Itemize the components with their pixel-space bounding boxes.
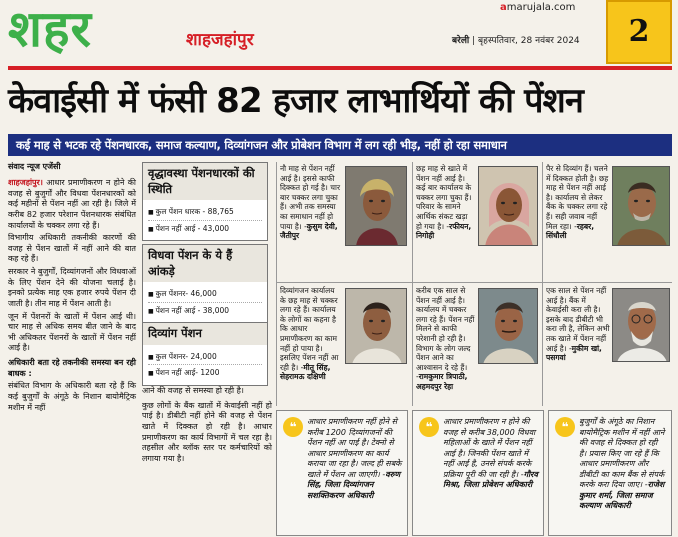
man-portrait-icon <box>613 167 670 246</box>
info-item: ■ पेंशन नहीं आई- 1200 <box>148 365 262 381</box>
sub-headline: कई माह से भटक रहे पेंशनधारक, समाज कल्याण, दिव्यांगजन और प्रोबेशन विभाग में लग रही भीड़, नहीं हो रहा समाधान <box>8 134 672 156</box>
info-box-old-age <box>142 162 268 241</box>
info-item: ■ कुल पेंशनर- 24,000 <box>148 349 262 366</box>
info-item: ■ कुल पेंशनर- 46,000 <box>148 286 262 303</box>
quote-icon: ❝ <box>555 417 575 437</box>
info-box-heading: विधवा पेंशन के ये हैं आंकड़े <box>143 245 267 282</box>
quote-icon: ❝ <box>283 417 303 437</box>
portrait-photo <box>612 288 670 362</box>
left-column-text <box>8 178 136 415</box>
masthead-divider <box>8 66 672 70</box>
testimonial-text: एक साल से पेंशन नहीं आई है। बैंक में केवाईसी करा ली है। इसके बाद डीबीटी भी करा ली है, लेकिन अभी तक खाते में पेंशन नहीं आई है। -मुकीम खां, पसगवां <box>546 286 610 363</box>
official-quote: ❝ आधार प्रमाणीकरण न होने की वजह से करीब 38,000 विधवा महिलाओं के खाते में पेंशन नहीं आई है। जिनकी पेंशन खाते में नहीं आई है, उनसे संपर्क करके प्रक्रिया पूरी की जा रही है। -गौरव मिश्रा, जिला प्रोबेशन अधिकारी <box>412 410 544 536</box>
info-box-widow <box>142 244 268 323</box>
paragraph: सरकार ने बुजुर्गों, दिव्यांगजनों और विधवाओं के लिए पेंशन देने की योजना चलाई है। इनको प्रत्येक माह एक हजार रुपये पेंशन दी जाती है। तीन माह में पेंशन आती है। <box>8 267 136 308</box>
grid-divider <box>276 162 277 406</box>
paragraph: शाहजहांपुर। आधार प्रमाणीकरण न होने की वजह से बुजुर्गों और विधवा पेंशनधारकों को कई महीनों से पेंशन नहीं आ रही है। जिले में करीब 82 हजार परेशान पेंशनधारक संबंधित कार्यालयों के चक्कर लगा रहे हैं। <box>8 178 136 230</box>
info-box-heading: दिव्यांग पेंशन <box>143 323 267 345</box>
middle-column-text <box>142 386 272 468</box>
testimonial-text: करीब एक साल से पेंशन नहीं आई है। कार्यालय में चक्कर लगा रहे हैं। पेंशन नहीं मिलने से काफी परेशानी हो रही है। विभाग के लोग जल्द पेंशन आने का आश्वासन दे रहे हैं। -रामकुमार त्रिपाठी, अहमदपुर रेहा <box>416 286 475 391</box>
issue-date <box>452 36 580 48</box>
testimonial-text: पैर से दिव्यांग हैं। चलने में दिक्कत होती है। छह माह से पेंशन नहीं आई है। कार्यालय से लेकर बैंक के चक्कर लगा रहे हैं। सही जवाब नहीं मिल रहा। -रहबर, सिंधौली <box>546 164 609 241</box>
portrait-photo <box>612 166 670 246</box>
page-number: 2 <box>606 0 672 64</box>
official-quote: ❝ आधार प्रमाणीकरण नहीं होने से करीब 1200 दिव्यांगजनों की पेंशन नहीं आ पाई है। टेक्नो से आधार प्रमाणीकरण का कार्य कराया जा रहा है। जल्द ही सबके खाते में पेंशन आ जाएगी। -वरुण सिंह, जिला दिव्यांगजन सशक्तिकरण अधिकारी <box>276 410 408 536</box>
grid-divider <box>276 282 672 283</box>
quote-icon: ❝ <box>419 417 439 437</box>
info-box-heading: वृद्धावस्था पेंशनधारकों की स्थिति <box>143 163 267 200</box>
brand-suffix: marujala.com <box>506 2 576 13</box>
portrait-photo <box>478 288 538 364</box>
man-portrait-icon <box>613 289 670 362</box>
info-box-disabled <box>142 322 268 386</box>
portrait-photo <box>345 288 407 364</box>
paragraph: कुछ लोगों के बैंक खातों में केवाईसी नहीं हो पाई है। डीबीटी नहीं होने की वजह से पेंशन खाते में दिक्कत हो रही है। आधार प्रमाणीकरण का कार्य विभागों में चल रहा है। तहसील और ब्लॉक स्तर पर कर्मचारियों को लगाया गया है। <box>142 400 272 463</box>
brand-prefix: a <box>500 2 507 13</box>
man-portrait-icon <box>479 289 538 364</box>
grid-divider <box>412 162 413 406</box>
woman-portrait-icon <box>479 167 538 246</box>
date-city: बरेली <box>452 36 470 46</box>
city-name: शाहजहांपुर <box>186 30 254 50</box>
info-item: ■ पेंशन नहीं आई - 43,000 <box>148 221 262 237</box>
subhead: अधिकारी बता रहे तकनीकी समस्या बन रही बाधक : <box>8 358 136 378</box>
official-quote: ❝ बुजुर्गों के अंगूठे का निशान बायोमैट्रिक मशीन में नहीं आने की वजह से दिक्कत हो रही है। प्रयास किए जा रहे हैं कि आधार प्रमाणीकरण और डीबीटी का काम बैंक से संपर्क करके करा दिया जाए। -राजेश कुमार शर्मा, जिला समाज कल्याण अधिकारी <box>548 410 672 536</box>
paragraph: विभागीय अधिकारी तकनीकी कारणों की वजह से पेंशन खातों में नहीं आने की बात कह रहे हैं। <box>8 233 136 264</box>
dateline: शाहजहांपुर। <box>8 178 43 187</box>
info-item: ■ पेंशन नहीं आई - 38,000 <box>148 303 262 319</box>
main-headline: केवाईसी में फंसी 82 हजार लाभार्थियों की पेंशन <box>8 81 584 121</box>
portrait-photo <box>345 166 407 246</box>
testimonial-text: दिव्यांगजन कार्यालय के छह माह से चक्कर लगा रहे हैं। कार्यालय के लोगों का कहना है कि आधार प्रमाणीकरण का काम नहीं हो पाया है। इसलिए पेंशन नहीं आ रही है। -मीतू सिंह, सेहरामऊ दक्षिणी <box>280 286 339 382</box>
date-text: | बृहस्पतिवार, 28 नवंबर 2024 <box>472 36 580 46</box>
testimonial-text: छह माह से खाते में पेंशन नहीं आई है। कई बार कार्यालय के चक्कर लगा चुका हैं। परिवार के सामने आर्थिक संकट खड़ा हो गया है। -रफीयन, निगोही <box>416 164 472 241</box>
section-title: शहर <box>8 0 92 58</box>
info-item: ■ कुल पेंशन धारक - 88,765 <box>148 204 262 221</box>
testimonial-text: नौ माह से पेंशन नहीं आई है। इससे काफी दिक्कत हो गई है। चार बार चक्कर लगा चुका हैं। अभी तक समस्या का समाधान नहीं हो पाया है। -कुसुम देवी, जैतीपुर <box>280 164 341 241</box>
brand-logo[interactable] <box>500 2 575 15</box>
man-portrait-icon <box>346 289 407 364</box>
grid-divider <box>542 162 543 406</box>
portrait-photo <box>478 166 538 246</box>
paragraph: जून में पेंशनरों के खातों में पेंशन आई थी। चार माह से अधिक समय बीत जाने के बाद भी अधिकतर पेंशनरों के खातों में पेंशन नहीं आई है। <box>8 311 136 353</box>
paragraph: संबंधित विभाग के अधिकारी बता रहे हैं कि कई बुजुर्गों के अंगूठे के निशान बायोमैट्रिक मशीन में नहीं <box>8 381 136 412</box>
paragraph: आने की वजह से समस्या हो रही है। <box>142 386 244 395</box>
byline: संवाद न्यूज एजेंसी <box>8 162 61 171</box>
woman-portrait-icon <box>346 167 407 246</box>
